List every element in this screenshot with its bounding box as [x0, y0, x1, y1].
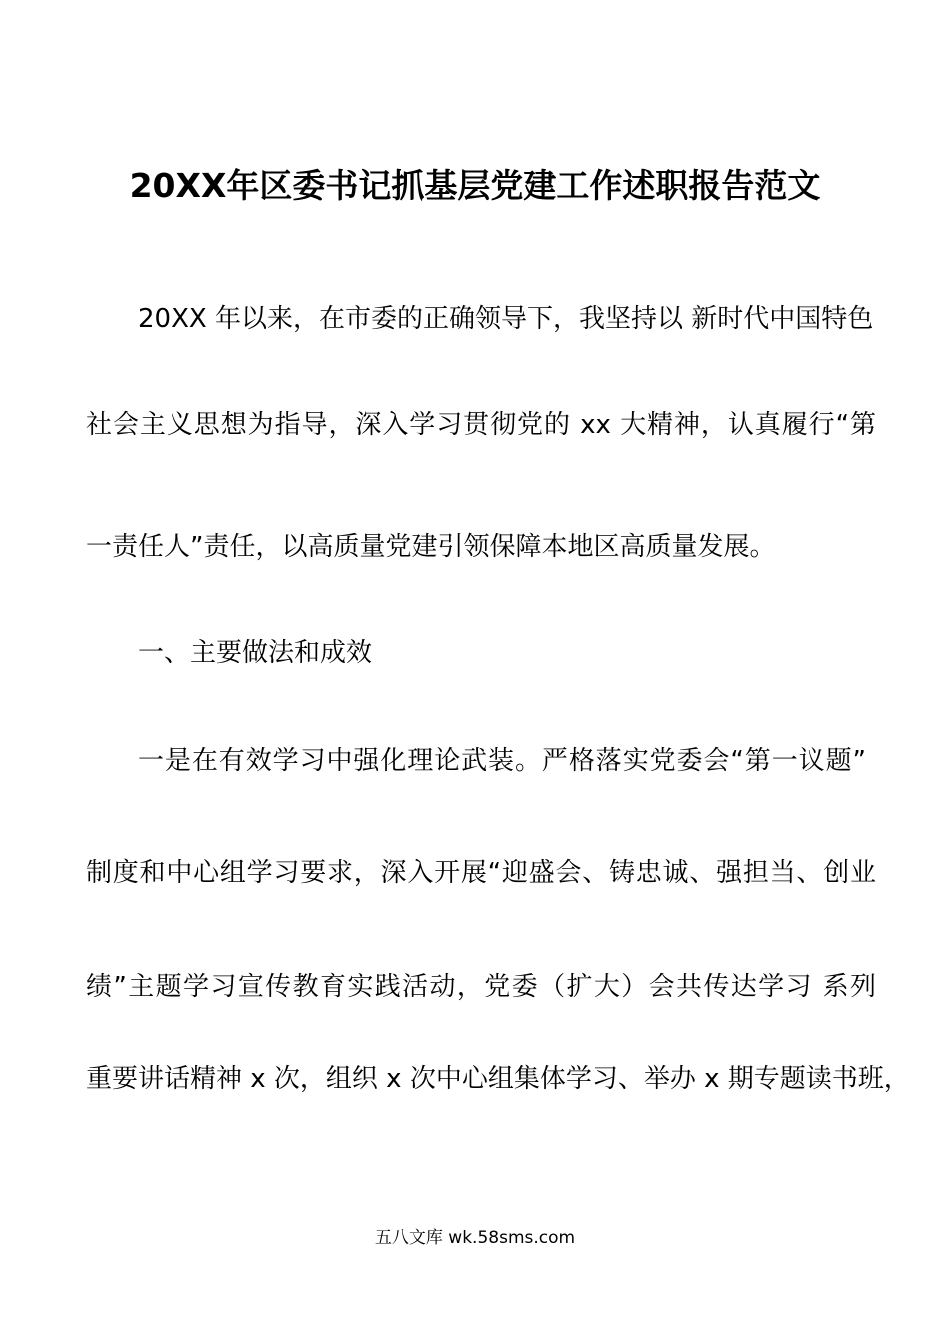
paragraph-line: 一是在有效学习中强化理论武装。严格落实党委会“第一议题”	[138, 746, 866, 776]
paragraph-line: 社会主义思想为指导，深入学习贯彻党的 xx 大精神，认真履行“第	[86, 410, 876, 440]
section-heading: 一、主要做法和成效	[138, 638, 373, 668]
paragraph-line: 20XX 年以来，在市委的正确领导下，我坚持以 新时代中国特色	[138, 304, 874, 334]
paragraph-line: 一责任人”责任，以高质量党建引领保障本地区高质量发展。	[86, 532, 776, 562]
document-title: 20XX年区委书记抓基层党建工作述职报告范文	[129, 166, 821, 205]
footer-watermark: 五八文库 wk.58sms.com	[374, 1228, 576, 1248]
paragraph-line: 绩”主题学习宣传教育实践活动，党委（扩大）会共传达学习 系列	[86, 972, 876, 1002]
paragraph-line: 制度和中心组学习要求，深入开展“迎盛会、铸忠诚、强担当、创业	[86, 858, 876, 888]
paragraph-line: 重要讲话精神 x 次，组织 x 次中心组集体学习、举办 x 期专题读书班，	[86, 1064, 910, 1094]
